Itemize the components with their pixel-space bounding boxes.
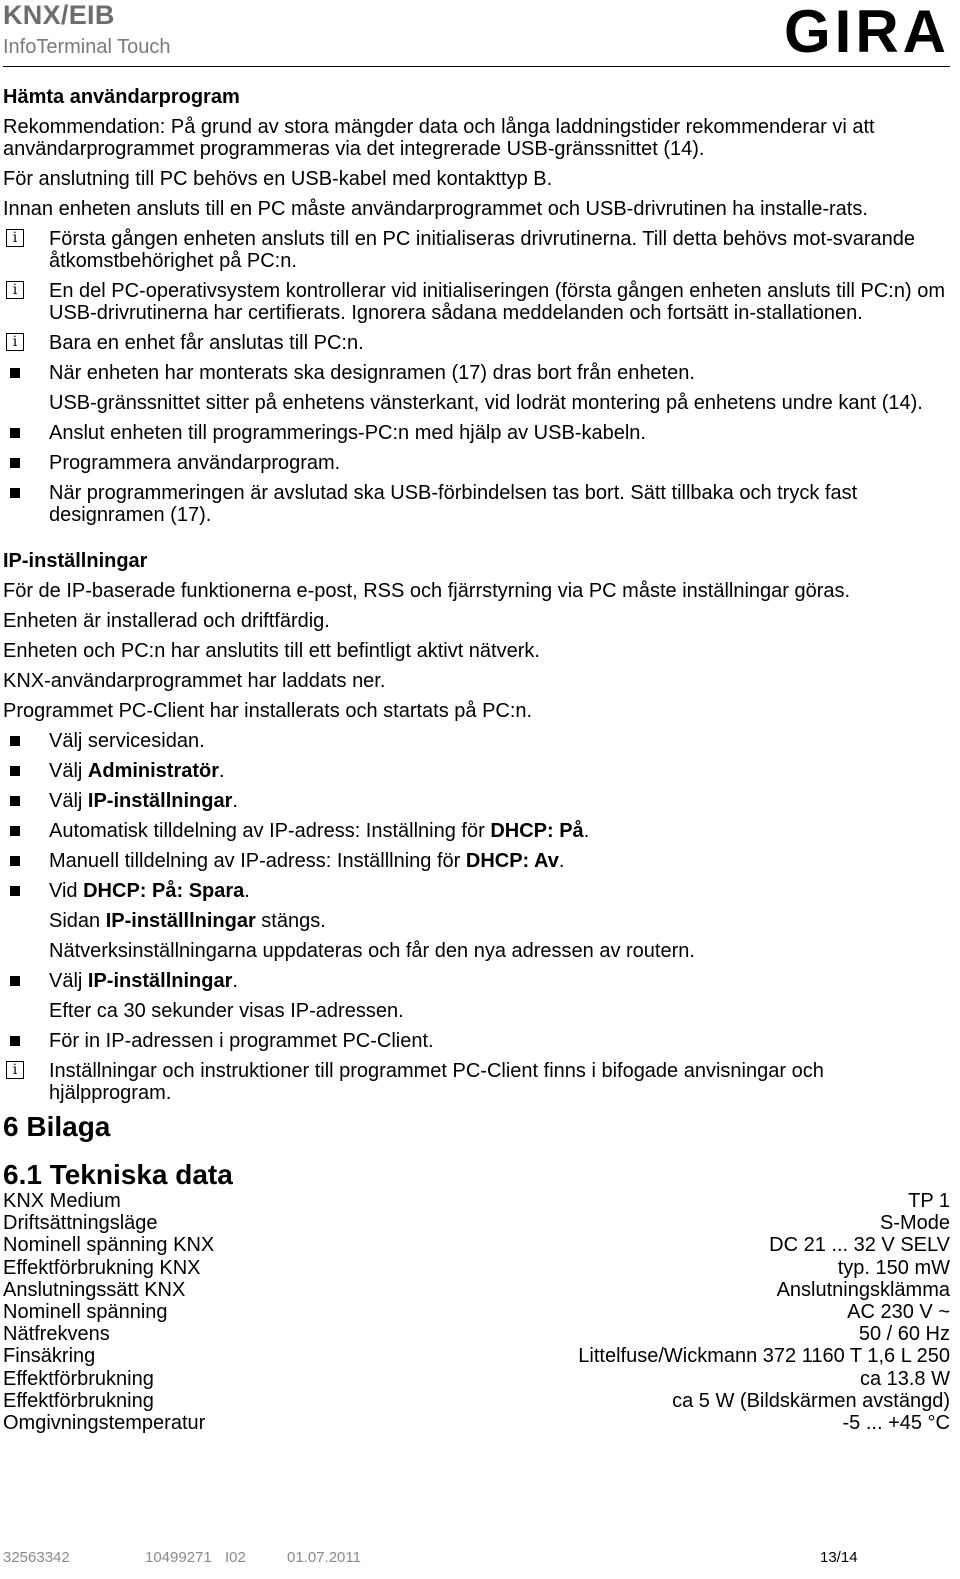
step-bold-term: Spara bbox=[188, 880, 245, 902]
step-bold-term: IP-inställningar bbox=[87, 970, 233, 992]
step-item bbox=[3, 790, 950, 812]
spec-value: ca 13.8 W bbox=[859, 1367, 950, 1390]
step-text: . bbox=[232, 970, 238, 992]
bullet-square-icon bbox=[10, 1036, 20, 1046]
step-bold-term: IP-inställlningar bbox=[105, 910, 256, 932]
bullet-square-icon bbox=[10, 736, 20, 746]
step-text: Manuell tilldelning av IP-adress: Inställlning för bbox=[49, 850, 466, 872]
spec-label: Finsäkring bbox=[3, 1345, 96, 1368]
step-text: Välj bbox=[49, 790, 88, 812]
spec-value: DC 21 ... 32 V SELV bbox=[769, 1234, 950, 1257]
footer-revision: I02 bbox=[225, 1549, 246, 1566]
step-text: Välj bbox=[49, 760, 88, 782]
bullet-square-icon bbox=[10, 488, 20, 498]
step-item bbox=[3, 422, 950, 444]
step-item bbox=[3, 482, 950, 526]
info-text: Bara en enhet får anslutas till PC:n. bbox=[49, 332, 364, 354]
gira-logo: GIRA bbox=[784, 0, 950, 65]
spec-value: Littelfuse/Wickmann 372 1160 T 1,6 L 250 bbox=[578, 1345, 950, 1368]
step-item bbox=[3, 452, 950, 474]
step-continuation: Efter ca 30 sekunder visas IP-adressen. bbox=[49, 1000, 404, 1022]
step-text: Programmera användarprogram. bbox=[49, 452, 341, 474]
spec-row bbox=[3, 1279, 950, 1301]
step-text: . bbox=[558, 850, 565, 872]
spec-row bbox=[3, 1323, 950, 1345]
bullet-square-icon bbox=[10, 458, 20, 468]
spec-value: -5 ... +45 °C bbox=[842, 1412, 950, 1435]
spec-label: Nominell spänning KNX bbox=[3, 1234, 215, 1257]
footer-page-number: 13/14 bbox=[820, 1549, 858, 1566]
step-text: Vid bbox=[49, 880, 84, 902]
step-text: När enheten har monterats ska designramen (17) dras bort från enheten. bbox=[49, 362, 695, 384]
spec-row bbox=[3, 1190, 950, 1212]
info-note bbox=[3, 1060, 950, 1104]
bullet-square-icon bbox=[10, 886, 20, 896]
spec-label: Nätfrekvens bbox=[3, 1323, 110, 1346]
step-text: Automatisk tilldelning av IP-adress: Inställning för bbox=[49, 820, 491, 842]
step-continuation bbox=[3, 910, 950, 932]
step-bold-term: DHCP: På bbox=[490, 820, 584, 842]
step-continuation: USB-gränssnittet sitter på enhetens vänsterkant, vid lodrät montering på enhetens undre kant (14). bbox=[49, 392, 923, 414]
paragraph: För de IP-baserade funktionerna e-post, RSS och fjärrstyrning via PC måste inställningar göras. bbox=[3, 580, 851, 602]
footer-reference: 10499271 bbox=[145, 1549, 212, 1566]
info-text: Inställningar och instruktioner till programmet PC-Client finns i bifogade anvisningar och hjälpprogram. bbox=[49, 1060, 824, 1104]
step-bold-term: : bbox=[176, 880, 189, 902]
info-icon: i bbox=[6, 1061, 24, 1079]
paragraph: Rekommendation: På grund av stora mängder data och långa laddningstider rekommenderar vi att användarprogrammet programmeras via det integrerade USB-gränssnittet (14). bbox=[3, 116, 875, 160]
spec-value: typ. 150 mW bbox=[837, 1256, 950, 1279]
bullet-square-icon bbox=[10, 368, 20, 378]
bullet-square-icon bbox=[10, 766, 20, 776]
technical-data-table bbox=[3, 1190, 950, 1434]
section-heading-ip: IP-inställningar bbox=[3, 550, 148, 572]
spec-row bbox=[3, 1345, 950, 1367]
spec-row bbox=[3, 1301, 950, 1323]
spec-row bbox=[3, 1257, 950, 1279]
spec-value: S-Mode bbox=[879, 1212, 950, 1235]
step-bold-term: Administratör bbox=[87, 760, 220, 782]
step-item bbox=[3, 970, 950, 992]
bullet-square-icon bbox=[10, 796, 20, 806]
info-icon: i bbox=[6, 281, 24, 299]
spec-label: Effektförbrukning bbox=[3, 1389, 154, 1412]
spec-value: 50 / 60 Hz bbox=[858, 1323, 950, 1346]
spec-label: Omgivningstemperatur bbox=[3, 1412, 206, 1435]
footer-date: 01.07.2011 bbox=[287, 1549, 361, 1566]
footer-doc-number: 32563342 bbox=[3, 1549, 70, 1566]
spec-row bbox=[3, 1234, 950, 1256]
step-continuation: Nätverksinställningarna uppdateras och får den nya adressen av routern. bbox=[49, 940, 695, 962]
paragraph: Innan enheten ansluts till en PC måste användarprogrammet och USB-drivrutinen ha installe-rats. bbox=[3, 198, 868, 220]
info-icon: i bbox=[6, 229, 24, 247]
info-note bbox=[3, 280, 950, 324]
step-bold-term: DHCP: Av bbox=[465, 850, 559, 872]
step-item bbox=[3, 820, 950, 842]
paragraph: Enheten och PC:n har anslutits till ett befintligt aktivt nätverk. bbox=[3, 640, 540, 662]
step-item bbox=[3, 1030, 950, 1052]
spec-label: Effektförbrukning KNX bbox=[3, 1256, 201, 1279]
step-item bbox=[3, 730, 950, 752]
step-bold-term: IP-inställningar bbox=[87, 790, 233, 812]
step-text: . bbox=[232, 790, 238, 812]
chapter-heading: 6 Bilaga bbox=[3, 1111, 111, 1142]
info-note bbox=[3, 228, 950, 272]
header-rule bbox=[3, 66, 950, 67]
step-text: . bbox=[244, 880, 250, 902]
page-content bbox=[3, 86, 950, 1434]
spec-value: ca 5 W (Bildskärmen avstängd) bbox=[672, 1389, 950, 1412]
step-text: Välj bbox=[49, 970, 88, 992]
paragraph: KNX-användarprogrammet har laddats ner. bbox=[3, 670, 386, 692]
spec-row bbox=[3, 1390, 950, 1412]
step-text: . bbox=[219, 760, 225, 782]
step-bold-term: DHCP: På bbox=[83, 880, 177, 902]
info-text: En del PC-operativsystem kontrollerar vid initialiseringen (första gången enheten ansluts till PC:n) om USB-drivrutinerna har certifierats. Ignorera sådana meddelanden och fortsätt in-stallationen. bbox=[49, 280, 945, 324]
step-text: . bbox=[583, 820, 590, 842]
spec-row bbox=[3, 1412, 950, 1434]
spec-label: Nominell spänning bbox=[3, 1301, 168, 1324]
bullet-square-icon bbox=[10, 856, 20, 866]
bullet-square-icon bbox=[10, 976, 20, 986]
spec-value: TP 1 bbox=[908, 1190, 950, 1212]
spec-row bbox=[3, 1368, 950, 1390]
header-title: KNX/EIB bbox=[3, 0, 115, 30]
paragraph: Programmet PC-Client har installerats och startats på PC:n. bbox=[3, 700, 533, 722]
bullet-square-icon bbox=[10, 826, 20, 836]
spec-label: Anslutningssätt KNX bbox=[3, 1278, 186, 1301]
paragraph: Enheten är installerad och driftfärdig. bbox=[3, 610, 330, 632]
info-note bbox=[3, 332, 950, 354]
section-heading-download: Hämta användarprogram bbox=[3, 86, 240, 108]
subchapter-heading: 6.1 Tekniska data bbox=[3, 1159, 233, 1190]
spec-label: KNX Medium bbox=[3, 1190, 121, 1212]
step-text: Sidan bbox=[49, 910, 106, 932]
bullet-square-icon bbox=[10, 428, 20, 438]
info-text: Första gången enheten ansluts till en PC initialiseras drivrutinerna. Till detta behövs mot-svarande åtkomstbehörighet på PC:n. bbox=[49, 228, 916, 272]
paragraph: För anslutning till PC behövs en USB-kabel med kontakttyp B. bbox=[3, 168, 553, 190]
header-subtitle: InfoTerminal Touch bbox=[3, 36, 171, 58]
spec-value: Anslutningsklämma bbox=[776, 1278, 950, 1301]
spec-row bbox=[3, 1212, 950, 1234]
step-text: Anslut enheten till programmerings-PC:n med hjälp av USB-kabeln. bbox=[49, 422, 646, 444]
step-item bbox=[3, 850, 950, 872]
step-text: stängs. bbox=[255, 910, 326, 932]
step-item bbox=[3, 362, 950, 384]
step-item bbox=[3, 880, 950, 902]
info-icon: i bbox=[6, 333, 24, 351]
spec-value: AC 230 V ~ bbox=[847, 1301, 950, 1324]
step-text: När programmeringen är avslutad ska USB-förbindelsen tas bort. Sätt tillbaka och tryck fast designramen (17). bbox=[49, 482, 858, 526]
step-item bbox=[3, 760, 950, 782]
step-text: Välj servicesidan. bbox=[49, 730, 205, 752]
step-text: För in IP-adressen i programmet PC-Client. bbox=[49, 1030, 434, 1052]
spec-label: Driftsättningsläge bbox=[3, 1212, 158, 1235]
spec-label: Effektförbrukning bbox=[3, 1367, 154, 1390]
